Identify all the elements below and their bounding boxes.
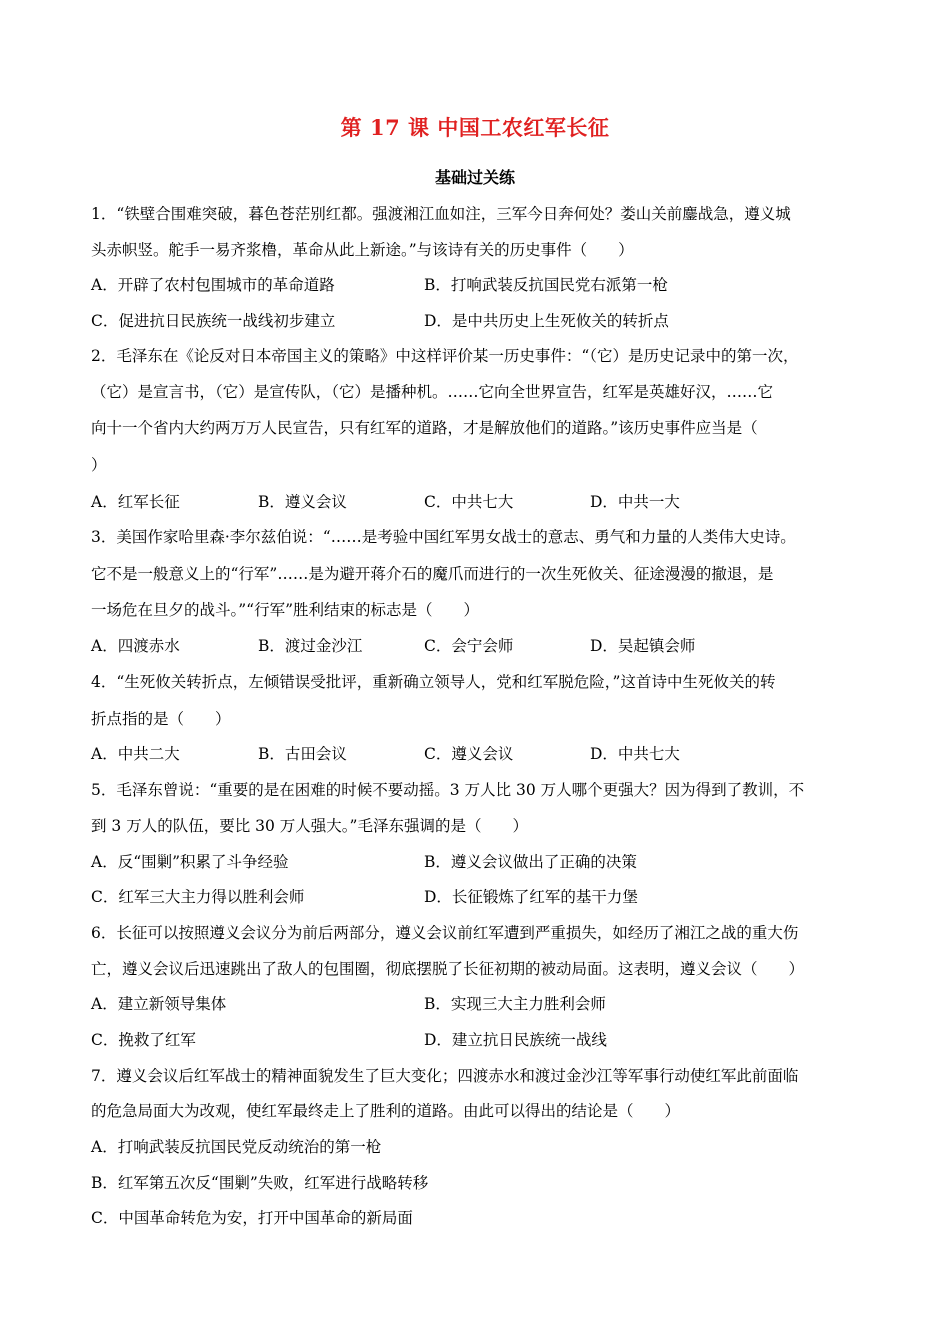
- q2-stem-line4: ）: [91, 456, 107, 474]
- q7-stem-line2: 的危急局面大为改观，使红军最终走上了胜利的道路。由此可以得出的结论是（ ）: [91, 1102, 681, 1120]
- q4-option-a: A．中共二大: [91, 745, 180, 763]
- q3-option-b: B．渡过金沙江: [258, 637, 363, 655]
- q3-stem-line2: 它不是一般意义上的“行军”……是为避开蒋介石的魔爪而进行的一次生死攸关、征途漫漫的撤退，是: [91, 565, 774, 583]
- q3-option-a: A．四渡赤水: [91, 637, 180, 655]
- q7-stem-line1: 7．遵义会议后红军战士的精神面貌发生了巨大变化；四渡赤水和渡过金沙江等军事行动使红军此前面临: [91, 1067, 799, 1085]
- q4-stem-line2: 折点指的是（ ）: [91, 710, 231, 728]
- q1-stem-line2: 头赤帜竖。舵手一易齐浆橹，革命从此上新途。”与该诗有关的历史事件（ ）: [91, 241, 634, 259]
- q7-option-c: C．中国革命转危为安，打开中国革命的新局面: [91, 1209, 413, 1227]
- q4-option-b: B．古田会议: [258, 745, 347, 763]
- q6-option-b: B．实现三大主力胜利会师: [424, 995, 606, 1013]
- q2-option-d: D．中共一大: [590, 493, 680, 511]
- q2-option-a: A．红军长征: [91, 493, 180, 511]
- q7-option-a: A．打响武装反抗国民党反动统治的第一枪: [91, 1138, 382, 1156]
- q1-stem-line1: 1．“铁壁合围难突破，暮色苍茫别红都。强渡湘江血如注，三军今日奔何处？娄山关前鏖战急，遵义城: [91, 205, 791, 223]
- q1-option-c: C．促进抗日民族统一战线初步建立: [91, 312, 336, 330]
- section-subtitle: 基础过关练: [434, 168, 515, 187]
- q5-stem-line2: 到 3 万人的队伍，要比 30 万人强大。”毛泽东强调的是（ ）: [91, 817, 528, 835]
- q2-stem-line1: 2．毛泽东在《论反对日本帝国主义的策略》中这样评价某一历史事件：“（它）是历史记录中的第一次，: [91, 347, 799, 365]
- q6-stem-line1: 6．长征可以按照遵义会议分为前后两部分，遵义会议前红军遭到严重损失，如经历了湘江之战的重大伤: [91, 924, 799, 942]
- q6-option-a: A．建立新领导集体: [91, 995, 227, 1013]
- q1-option-d: D．是中共历史上生死攸关的转折点: [424, 312, 669, 330]
- q3-option-d: D．吴起镇会师: [590, 637, 696, 655]
- q5-option-c: C．红军三大主力得以胜利会师: [91, 888, 305, 906]
- q4-option-c: C．遵义会议: [424, 745, 514, 763]
- q3-stem-line3: 一场危在旦夕的战斗。”“行军”胜利结束的标志是（ ）: [91, 601, 480, 619]
- q6-option-d: D．建立抗日民族统一战线: [424, 1031, 607, 1049]
- q5-option-b: B．遵义会议做出了正确的决策: [424, 853, 637, 871]
- lesson-title: 第 17 课 中国工农红军长征: [340, 115, 610, 140]
- q3-option-c: C．会宁会师: [424, 637, 514, 655]
- q3-stem-line1: 3．美国作家哈里森·李尔兹伯说：“……是考验中国红军男女战士的意志、勇气和力量的人类伟大史诗。: [91, 528, 796, 546]
- q4-option-d: D．中共七大: [590, 745, 680, 763]
- q6-option-c: C．挽救了红军: [91, 1031, 196, 1049]
- q4-stem-line1: 4．“生死攸关转折点，左倾错误受批评，重新确立领导人，党和红军脱危险，”这首诗中生死攸关的转: [91, 673, 776, 691]
- q7-option-b: B．红军第五次反“围剿”失败，红军进行战略转移: [91, 1174, 429, 1192]
- q1-option-a: A．开辟了农村包围城市的革命道路: [91, 276, 335, 294]
- q5-option-d: D．长征锻炼了红军的基干力堡: [424, 888, 638, 906]
- q2-option-b: B．遵义会议: [258, 493, 347, 511]
- q1-option-b: B．打响武装反抗国民党右派第一枪: [424, 276, 668, 294]
- q5-option-a: A．反“围剿”积累了斗争经验: [91, 853, 289, 871]
- q6-stem-line2: 亡，遵义会议后迅速跳出了敌人的包围圈，彻底摆脱了长征初期的被动局面。这表明，遵义会议（ ）: [91, 960, 805, 978]
- q2-stem-line2: （它）是宣言书，（它）是宣传队，（它）是播种机。……它向全世界宣告，红军是英雄好汉，……它: [91, 383, 774, 401]
- q2-stem-line3: 向十一个省内大约两万万人民宣告，只有红军的道路，才是解放他们的道路。”该历史事件应当是（: [91, 419, 758, 437]
- q5-stem-line1: 5．毛泽东曾说：“重要的是在困难的时候不要动摇。3 万人比 30 万人哪个更强大？因为得到了教训，不: [91, 781, 805, 799]
- q2-option-c: C．中共七大: [424, 493, 514, 511]
